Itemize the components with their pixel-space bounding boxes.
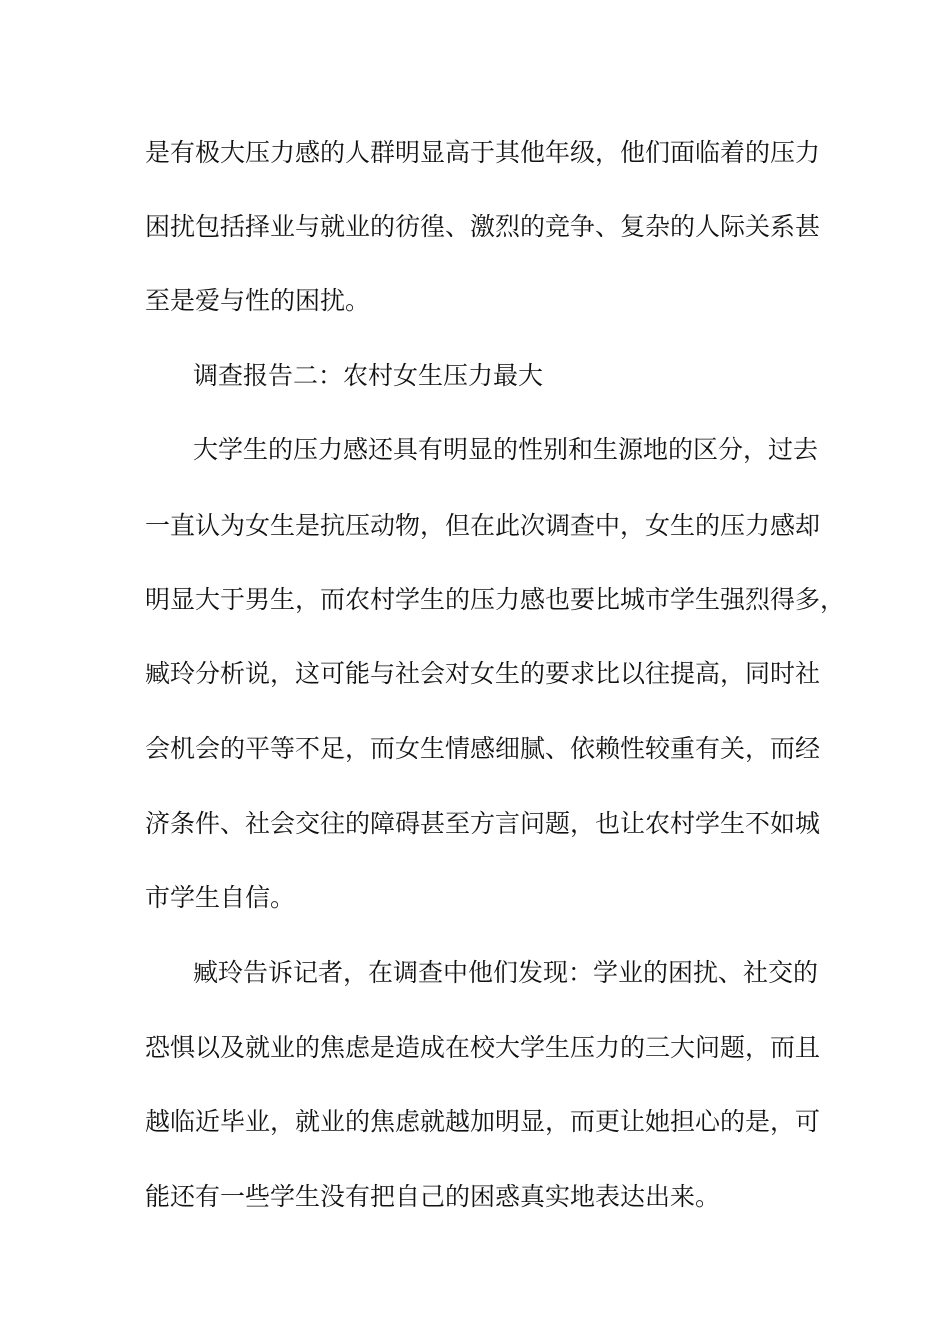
body-text-line: 大学生的压力感还具有明显的性别和生源地的区分，过去 bbox=[193, 435, 819, 464]
body-text-line: 困扰包括择业与就业的彷徨、激烈的竞争、复杂的人际关系甚 bbox=[145, 212, 821, 241]
body-text-line: 能还有一些学生没有把自己的困惑真实地表达出来。 bbox=[145, 1182, 721, 1211]
body-text-line: 越临近毕业，就业的焦虑就越加明显，而更让她担心的是，可 bbox=[145, 1107, 821, 1136]
body-text-line: 市学生自信。 bbox=[145, 883, 296, 912]
body-text-line: 恐惧以及就业的焦虑是造成在校大学生压力的三大问题，而且 bbox=[145, 1033, 821, 1062]
body-text-line: 济条件、社会交往的障碍甚至方言问题，也让农村学生不如城 bbox=[145, 809, 821, 838]
body-text-line: 明显大于男生，而农村学生的压力感也要比城市学生强烈得多， bbox=[145, 585, 846, 614]
body-text-line: 一直认为女生是抗压动物，但在此次调查中，女生的压力感却 bbox=[145, 511, 821, 540]
body-text-line: 臧玲告诉记者，在调查中他们发现：学业的困扰、社交的 bbox=[193, 958, 819, 987]
section-heading: 调查报告二：农村女生压力最大 bbox=[193, 361, 544, 390]
body-text-line: 至是爱与性的困扰。 bbox=[145, 286, 371, 315]
body-text-line: 臧玲分析说，这可能与社会对女生的要求比以往提高，同时社 bbox=[145, 659, 821, 688]
body-text-line: 会机会的平等不足，而女生情感细腻、依赖性较重有关，而经 bbox=[145, 734, 821, 763]
body-text-line: 是有极大压力感的人群明显高于其他年级，他们面临着的压力 bbox=[145, 138, 821, 167]
